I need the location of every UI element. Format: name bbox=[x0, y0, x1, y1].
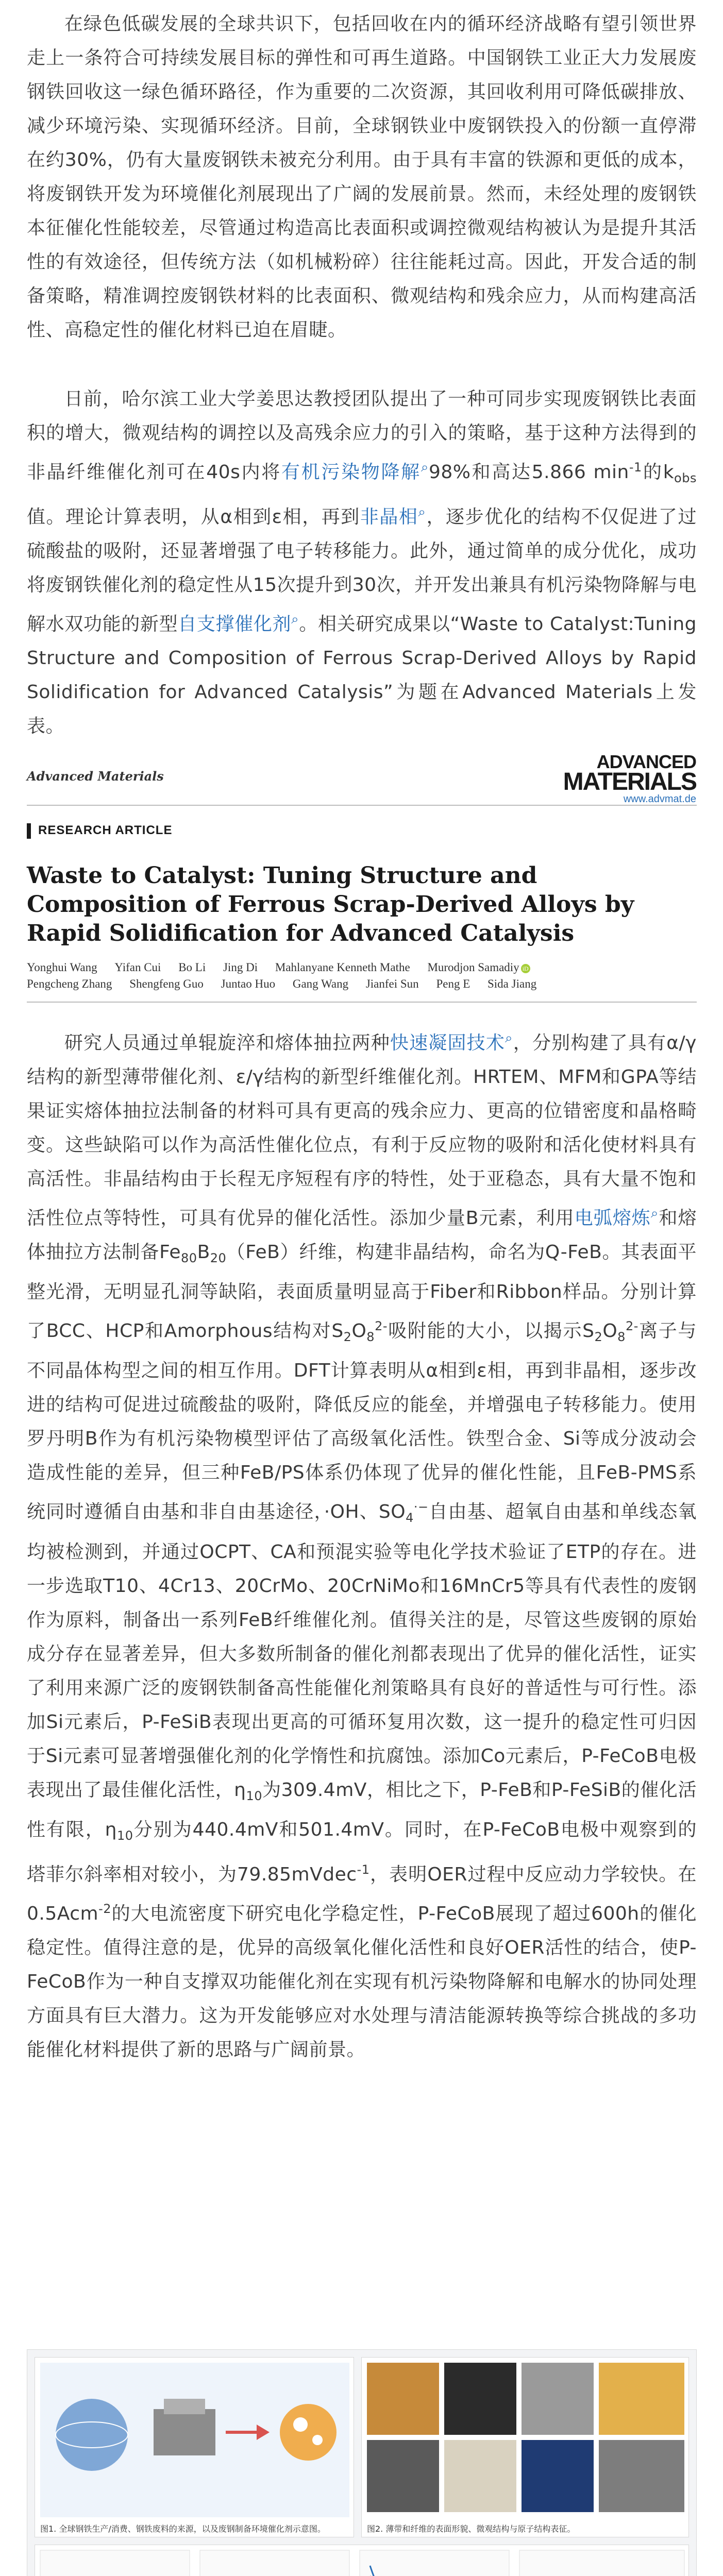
scrap-pile-icon bbox=[154, 2409, 215, 2455]
schematic-illustration bbox=[35, 2358, 355, 2538]
author: Mahlanyane Kenneth Mathe bbox=[275, 961, 410, 974]
figure-panel-schematic bbox=[35, 2357, 354, 2537]
paper-title: Waste to Catalyst: Tuning Structure and Composition of Ferrous Scrap-Derived Alloys by Rapid Solidification for Advanced Catalysis bbox=[27, 862, 634, 946]
figure-panel-microscopy bbox=[361, 2357, 689, 2537]
search-icon[interactable]: ⌕ bbox=[505, 1030, 513, 1046]
author: Yifan Cui bbox=[114, 961, 161, 974]
microscopy-grid bbox=[362, 2358, 690, 2538]
journal-label: Advanced Materials bbox=[27, 769, 164, 784]
author-list bbox=[27, 959, 697, 992]
figure-panel-characterization bbox=[35, 2545, 689, 2576]
author: Sida Jiang bbox=[487, 977, 537, 990]
author: Jing Di bbox=[223, 961, 258, 974]
link-rapid-solidification[interactable]: 快速凝固技术 bbox=[390, 1032, 506, 1054]
link-arc-melting[interactable]: 电弧熔炼 bbox=[574, 1208, 651, 1229]
link-amorphous-phase[interactable]: 非晶相 bbox=[360, 506, 418, 528]
search-icon[interactable]: ⌕ bbox=[418, 504, 426, 520]
research-summary-paragraph: 研究人员通过单辊旋淬和熔体抽拉两种快速凝固技术⌕，分别构建了具有α/γ结构的新型薄带催化剂、ε/γ结构的新型纤维催化剂。HRTEM、MFM和GPA等结果证实熔体抽拉法制备的材料可具有更高的残余应力、更高的位错密度和晶格畸变。这些缺陷可以作为高活性催化位点，有利于反应物的吸附和活化使材料具有高活性。非晶结构由于长程无序短程有序的特性，处于亚稳态，具有大量不饱和活性位点等特性，可具有优异的催化活性。添加少量B元素，利用电弧熔炼⌕和熔体抽拉方法制备$Fe_{80}B_{20}(FeB)$纤维，构建非晶结构，命名为Q-FeB。其表面平整光滑，无明显孔洞等缺陷，表面质量明显高于Fiber和Ribbon样品。分别计算了BCC、HCP和Amorphous结构对$S_2O_8^{2-}$吸附能的大小，以揭示$S_2O_8^{2-}$离子与不同晶体构型之间的相互作用。DFT计算表明从α相到ε相，再到非晶相，逐步改进的结构可促进过硫酸盐的吸附，降低反应的能垒，并增强电子转移能力。使用罗丹明B作为有机污染物模型评估了高级氧化活性。铁型合金、Si等成分波动会造成性能的差异，但三种FeB/PS体系仍体现了优异的催化性能，且FeB-PMS系统同时遵循自由基和非自由基途径，·OH、$SO_4^{\cdot-}$自由基、超氧自由基和单线态氧均被检测到，并通过OCPT、CA和预混实验等电化学技术验证了ETP的存在。进一步选取T10、4Cr13、20CrMo、20CrNiMo和16MnCr5等具有代表性的废钢作为原料，制备出一系列FeB纤维催化剂。值得关注的是，尽管这些废钢的原始成分存在显著差异，但大多数所制备的催化剂都表现出了优异的催化活性，证实了利用来源广泛的废钢铁制备高性能催化剂策略具有良好的普适性与可行性。添加Si元素后，P-FeSiB表现出更高的可循环复用次数，这一提升的稳定性可归因于Si元素可显著增强催化剂的化学惰性和抗腐蚀。添加Co元素后，P-FeCoB电极表现出了最佳催化活性，$\eta_{10}$为309.4mV，相比之下，P-FeB和P-FeSiB的催化活性有限，$\eta_{10}$分别为440.4mV和501.4mV。同时，在P-FeCoB电极中观察到的塔菲尔斜率相对较小，为79.85mVdec$^{-1}$，表明OER过程中反应动力学较快。在0.5Acm$^{-2}$的大电流密度下研究电化学稳定性，P-FeCoB展现了超过600h的催化稳定性。值得注意的是，优异的高级氧化催化活性和良好OER活性的结合，使P-FeCoB作为一种自支撑双功能催化剂在实现有机污染物降解和电解水的协同处理方面具有巨大潜力。这为开发能够应对水处理与清洁能源转换等综合挑战的多功能催化材料提供了新的思路与广阔前景。 bbox=[27, 1030, 697, 2060]
logo-url[interactable]: www.advmat.de bbox=[623, 793, 696, 805]
author: Gang Wang bbox=[292, 977, 349, 990]
figure-caption-1: 图1. 全球钢铁生产/消费、钢铁废料的来源，以及废钢制备环境催化剂示意图。 bbox=[40, 2524, 326, 2534]
author: Bo Li bbox=[178, 961, 206, 974]
search-icon[interactable]: ⌕ bbox=[291, 612, 299, 628]
logo-line-2: MATERIALS bbox=[563, 768, 696, 795]
advanced-materials-logo bbox=[563, 753, 696, 805]
header-divider bbox=[27, 805, 697, 806]
author: Jianfei Sun bbox=[365, 977, 419, 990]
section-label: RESEARCH ARTICLE bbox=[38, 823, 173, 837]
author: Shengfeng Guo bbox=[129, 977, 204, 990]
search-icon[interactable]: ⌕ bbox=[421, 460, 429, 475]
catalyst-icon bbox=[280, 2404, 337, 2461]
author: Peng E bbox=[436, 977, 470, 990]
orcid-icon[interactable]: iD bbox=[521, 964, 530, 973]
author-with-orcid bbox=[427, 959, 530, 976]
figure-caption-2: 图2. 薄带和纤维的表面形貌、微观结构与原子结构表征。 bbox=[367, 2524, 576, 2534]
author: Pengcheng Zhang bbox=[27, 977, 112, 990]
figure-collage bbox=[27, 2349, 697, 2576]
link-organic-pollutant-degradation[interactable]: 有机污染物降解 bbox=[281, 462, 421, 483]
link-self-supporting-catalyst[interactable]: 自支撑催化剂 bbox=[178, 614, 292, 635]
intro-paragraph-1: 在绿色低碳发展的全球共识下，包括回收在内的循环经济战略有望引领世界走上一条符合可持续发展目标的弹性和可再生道路。中国钢铁工业正大力发展废钢铁回收这一绿色循环路径，作为重要的二次资源，其回收利用可降低碳排放、减少环境污染、实现循环经济。目前，全球钢铁业中废钢铁投入的份额一直停滞在约30%，仍有大量废钢铁未被充分利用。由于具有丰富的铁源和更低的成本，将废钢铁开发为环境催化剂展现出了广阔的发展前景。然而，未经处理的废钢铁本征催化性能较差，尽管通过构造高比表面积或调控微观结构被认为是提升其活性的有效途径，但传统方法（如机械粉碎）往往能耗过高。因此，开发合适的制备策略，精准调控废钢铁材料的比表面积、微观结构和残余应力，从而构建高活性、高稳定性的催化材料已迫在眉睫。 bbox=[27, 13, 697, 341]
search-icon[interactable]: ⌕ bbox=[650, 1206, 659, 1221]
intro-paragraph-2: 日前，哈尔滨工业大学姜思达教授团队提出了一种可同步实现废钢铁比表面积的增大，微观结构的调控以及高残余应力的引入的策略，基于这种方法得到的非晶纤维催化剂可在40s内将有机污染物降解⌕98%和高达5.866 $\min^{-1}$的$k_{obs}$值。理论计算表明，从α相到ε相，再到非晶相⌕，逐步优化的结构不仅促进了过硫酸盐的吸附，还显著增强了电子转移能力。此外，通过简单的成分优化，成功将废钢铁催化剂的稳定性从15次提升到30次，并开发出兼具有机污染物降解与电解水双功能的新型自支撑催化剂⌕。相关研究成果以“Waste to Catalyst:Tuning Structure and Composition of Ferrous Scrap-Derived Alloys by Rapid Solidification for Advanced Catalysis”为题在Advanced Materials上发表。 bbox=[27, 388, 697, 737]
globe-icon bbox=[56, 2399, 128, 2471]
author: Yonghui Wang bbox=[27, 961, 97, 974]
title-divider bbox=[27, 1002, 697, 1003]
logo-line-1: ADVANCED bbox=[596, 751, 696, 772]
characterization-charts bbox=[35, 2545, 690, 2576]
section-marker bbox=[27, 823, 31, 839]
author: Murodjon Samadiy bbox=[427, 961, 519, 974]
author: Juntao Huo bbox=[221, 977, 276, 990]
